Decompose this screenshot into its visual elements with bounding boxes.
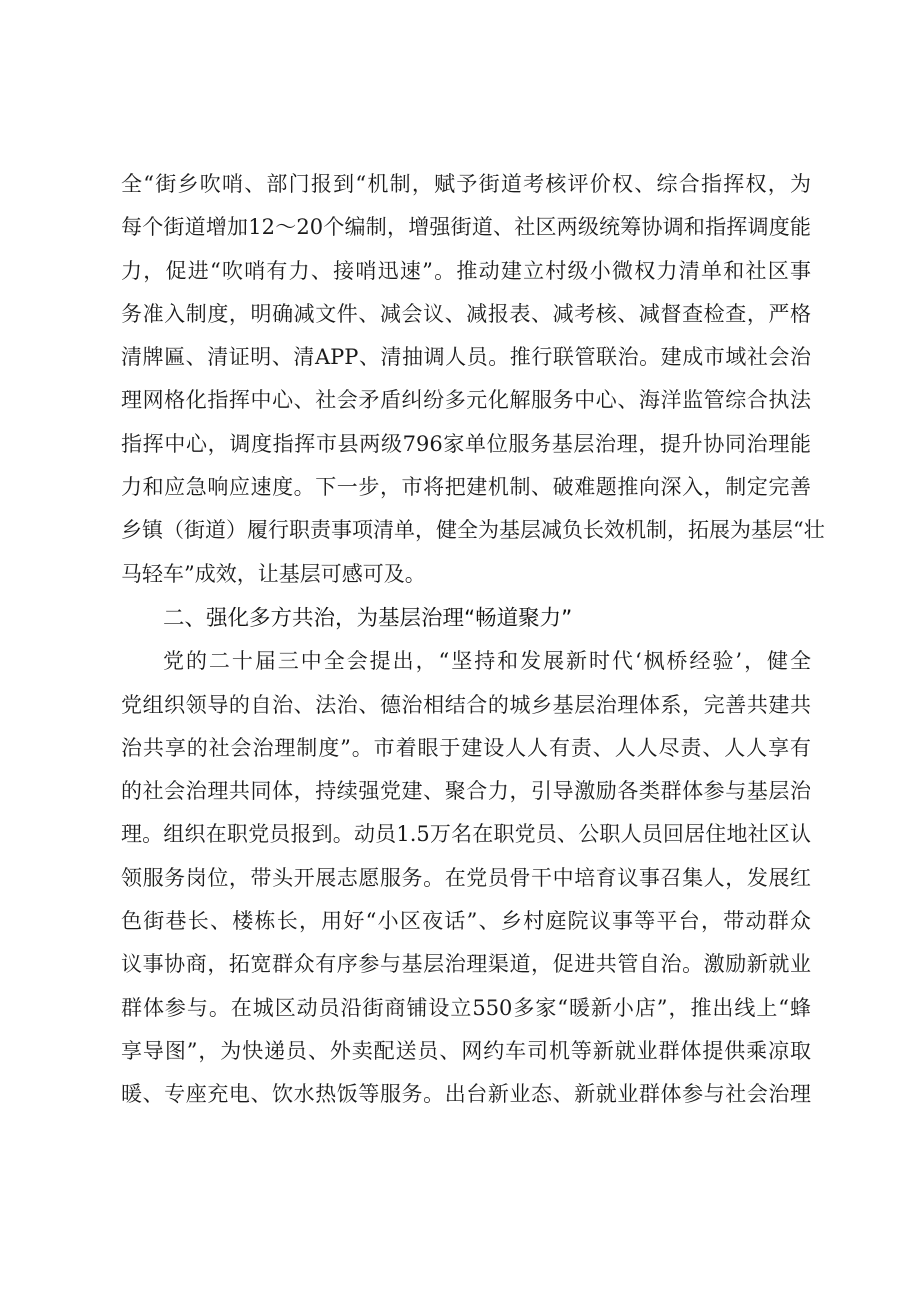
section-heading: 二、强化多方共治，为基层治理“畅道聚力” [163, 606, 573, 631]
paragraph-line: 群体参与。在城区动员沿街商铺设立550多家“暖新小店”，推出线上“蜂 [121, 995, 811, 1020]
paragraph-line: 理网格化指挥中心、社会矛盾纠纷多元化解服务中心、海洋监管综合执法 [121, 388, 811, 413]
paragraph-line: 力和应急响应速度。下一步，市将把建机制、破难题推向深入，制定完善 [121, 475, 811, 500]
paragraph-line: 党组织领导的自治、法治、德治相结合的城乡基层治理体系，完善共建共 [121, 692, 811, 717]
paragraph-line: 享导图”，为快递员、外卖配送员、网约车司机等新就业群体提供乘凉取 [121, 1038, 811, 1063]
paragraph-line: 领服务岗位，带头开展志愿服务。在党员骨干中培育议事召集人，发展红 [121, 865, 811, 890]
paragraph-line: 每个街道增加12～20个编制，增强街道、社区两级统筹协调和指挥调度能 [121, 215, 811, 240]
paragraph-1 [121, 163, 825, 596]
paragraph-line: 全“街乡吹哨、部门报到“机制，赋予街道考核评价权、综合指挥权，为 [121, 172, 811, 196]
paragraph-line: 务准入制度，明确减文件、减会议、减报表、减考核、减督查检查，严格 [121, 301, 811, 326]
paragraph-line: 理。组织在职党员报到。动员1.5万名在职党员、公职人员回居住地社区认 [121, 822, 811, 847]
paragraph-line: 暖、专座充电、饮水热饭等服务。出台新业态、新就业群体参与社会治理 [121, 1082, 811, 1107]
paragraph-line: 的社会治理共同体，持续强党建、聚合力，引导激励各类群体参与基层治 [121, 779, 811, 804]
paragraph-line: 指挥中心，调度指挥市县两级796家单位服务基层治理，提升协同治理能 [121, 431, 811, 456]
paragraph-line: 党的二十届三中全会提出，“坚持和发展新时代‘枫桥经验’，健全 [163, 649, 811, 674]
paragraph-line: 乡镇（街道）履行职责事项清单，健全为基层减负长效机制，拓展为基层“壮 [121, 518, 825, 543]
paragraph-line: 议事协商，拓宽群众有序参与基层治理渠道，促进共管自治。激励新就业 [121, 952, 811, 977]
section-2 [121, 597, 811, 1117]
paragraph-line: 治共享的社会治理制度”。市着眼于建设人人有责、人人尽责、人人享有 [121, 735, 811, 760]
paragraph-line: 色街巷长、楼栋长，用好“小区夜话”、乡村庭院议事等平台，带动群众 [121, 909, 811, 934]
paragraph-line: 力，促进“吹哨有力、接哨迅速”。推动建立村级小微权力清单和社区事 [121, 258, 811, 283]
paragraph-line: 马轻车”成效，让基层可感可及。 [121, 561, 426, 586]
paragraph-line: 清牌匾、清证明、清APP、清抽调人员。推行联管联治。建成市域社会治 [121, 345, 811, 370]
